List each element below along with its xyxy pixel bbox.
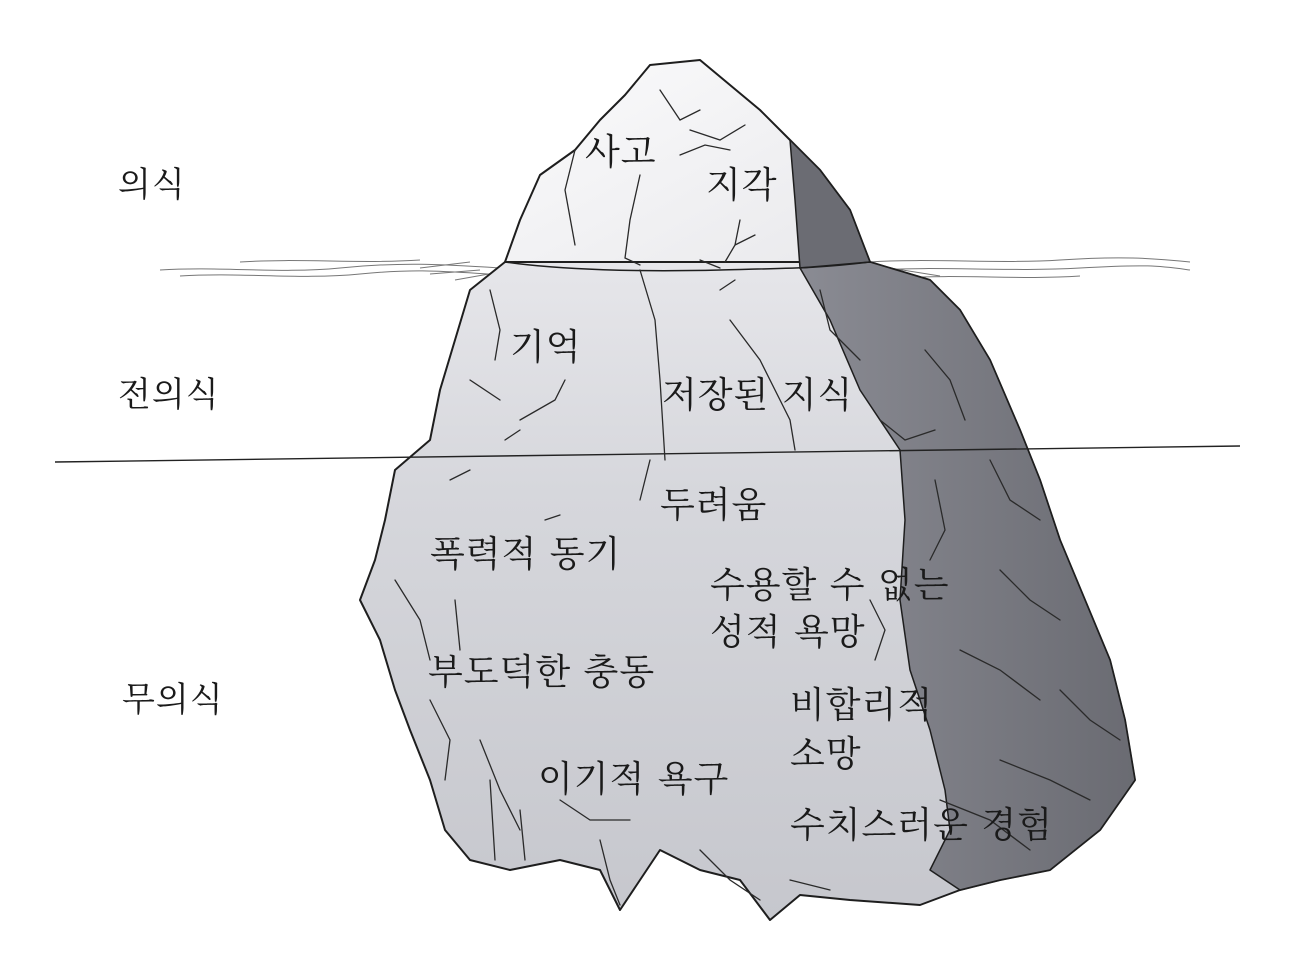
item-stored-knowledge: 저장된 지식	[662, 375, 854, 416]
item-violent-motives: 폭력적 동기	[430, 534, 622, 575]
item-thought: 사고	[585, 132, 657, 173]
item-unacceptable-line2: 성적 욕망	[710, 612, 866, 653]
item-shameful-experiences: 수치스러운 경험	[790, 805, 1053, 846]
item-memory: 기억	[510, 327, 582, 368]
item-irrational-line1: 비합리적	[790, 685, 934, 726]
label-unconscious: 무의식	[122, 680, 224, 720]
label-preconscious: 전의식	[118, 375, 220, 415]
item-immoral-impulses: 부도덕한 충동	[428, 652, 656, 693]
item-fear: 두려움	[660, 485, 768, 526]
label-conscious: 의식	[118, 165, 186, 205]
item-irrational-line2: 소망	[790, 734, 862, 775]
item-selfish-needs: 이기적 욕구	[538, 759, 730, 800]
item-perception: 지각	[706, 165, 778, 206]
item-unacceptable-line1: 수용할 수 없는	[710, 565, 950, 606]
iceberg-tip	[505, 60, 870, 271]
